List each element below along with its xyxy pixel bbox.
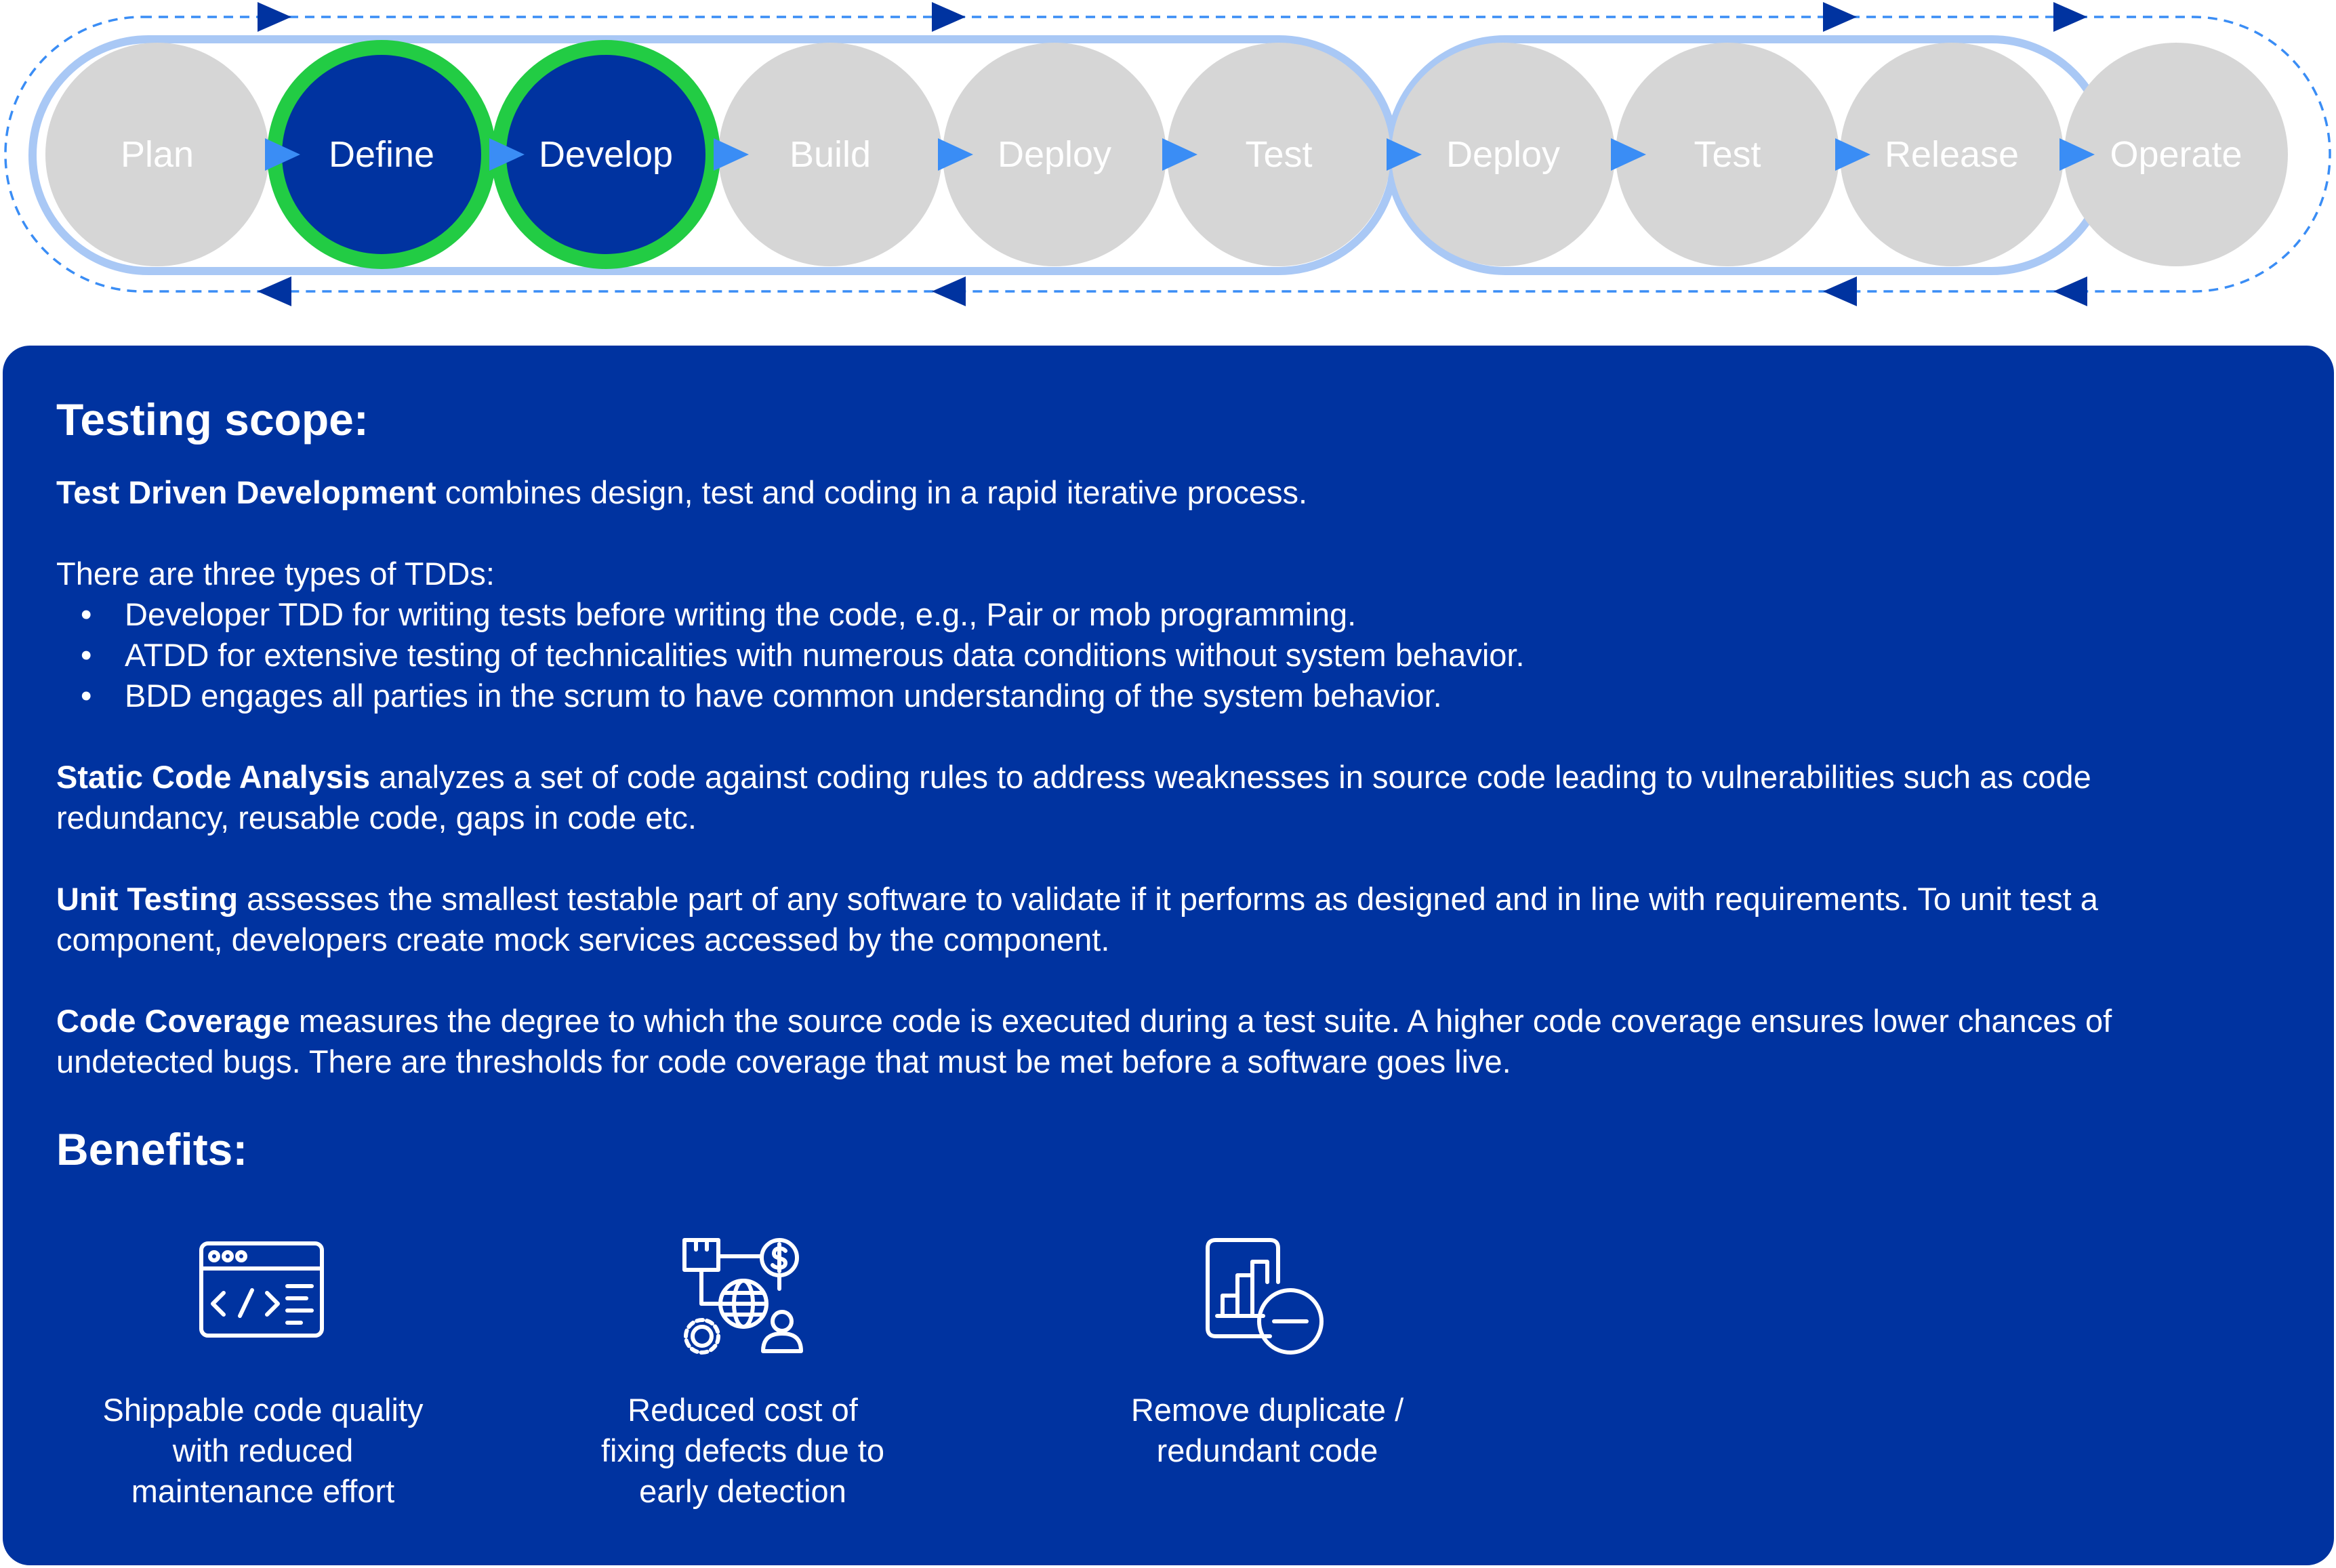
stage-label: Plan — [120, 134, 194, 175]
benefit-text-line: with reduced — [172, 1432, 354, 1468]
stage-label: Define — [328, 134, 435, 175]
tdd-term: Test Driven Development — [56, 474, 436, 511]
stage-release-9 — [1840, 43, 2064, 266]
static-analysis-text: analyzes a set of code against coding rules to address weaknesses in source code leading to vulnerabilities such as code redundancy, reusable code, gaps in code etc. — [56, 759, 2091, 836]
stage-label: Operate — [2110, 134, 2242, 175]
loop-arrow-left-icon — [932, 276, 966, 306]
stage-label: Test — [1694, 134, 1761, 175]
stage-test-8 — [1616, 43, 1839, 266]
loop-arrow-left-icon — [2053, 276, 2087, 306]
stage-label: Deploy — [997, 134, 1112, 175]
loop-arrow-left-icon — [1823, 276, 1857, 306]
list-item: • BDD engages all parties in the scrum to have common understanding of the system behavior. — [56, 676, 2252, 716]
benefit-text-line: Remove duplicate / — [1130, 1392, 1404, 1428]
benefits-title: Benefits: — [56, 1124, 248, 1175]
stage-deploy-5 — [943, 43, 1166, 266]
tdd-text: combines design, test and coding in a rapid iterative process. — [436, 474, 1308, 511]
stage-label: Release — [1884, 134, 2020, 175]
remove-duplicate-icon — [1202, 1235, 1331, 1363]
benefit-text-line: Shippable code quality — [102, 1392, 424, 1428]
benefit-text-line: Reduced cost of — [628, 1392, 858, 1428]
loop-arrow-right-icon — [932, 2, 966, 32]
devops-pipeline-diagram — [0, 0, 2336, 312]
benefit-reduced-cost — [539, 1390, 946, 1512]
list-item: • ATDD for extensive testing of technicalities with numerous data conditions without system behavior. — [56, 635, 2252, 676]
stage-label: Build — [789, 134, 872, 175]
testing-scope-title: Testing scope: — [56, 394, 369, 445]
code-coverage-paragraph — [56, 1001, 2252, 1082]
benefit-text-line: early detection — [639, 1473, 846, 1509]
tdd-paragraph — [56, 472, 2252, 513]
code-coverage-text: measures the degree to which the source code is executed during a test suite. A higher code coverage ensures lower chances of undetected bugs. There are thresholds for code coverage that must be met before a software goes live. — [56, 1003, 2112, 1080]
list-item: • Developer TDD for writing tests before writing the code, e.g., Pair or mob programming. — [56, 594, 2252, 635]
benefit-text-line: maintenance effort — [131, 1473, 395, 1509]
benefit-remove-duplicate — [1064, 1390, 1471, 1471]
cost-network-icon — [679, 1235, 808, 1357]
stage-label: Test — [1245, 134, 1313, 175]
code-coverage-term: Code Coverage — [56, 1003, 290, 1039]
static-analysis-paragraph — [56, 757, 2252, 838]
stage-develop-3 — [499, 47, 713, 262]
stage-plan-1 — [45, 43, 269, 266]
unit-testing-paragraph — [56, 879, 2252, 960]
loop-arrow-right-icon — [258, 2, 291, 32]
benefit-shippable-quality — [60, 1390, 466, 1512]
stage-test-6 — [1167, 43, 1391, 266]
loop-arrow-right-icon — [2053, 2, 2087, 32]
stage-label: Deploy — [1446, 134, 1561, 175]
benefit-text-line: redundant code — [1156, 1432, 1378, 1468]
stage-operate-10 — [2064, 43, 2288, 266]
stage-define-2 — [274, 47, 489, 262]
tdd-types-intro: There are three types of TDDs: — [56, 556, 495, 592]
tdd-types-list — [56, 594, 2252, 716]
static-analysis-term: Static Code Analysis — [56, 759, 371, 796]
stage-deploy-7 — [1391, 43, 1615, 266]
unit-testing-term: Unit Testing — [56, 881, 239, 917]
loop-arrow-left-icon — [258, 276, 291, 306]
code-window-icon — [198, 1240, 327, 1342]
stage-build-4 — [718, 43, 942, 266]
testing-scope-panel — [3, 346, 2334, 1565]
benefit-text-line: fixing defects due to — [600, 1432, 885, 1468]
unit-testing-text: assesses the smallest testable part of any software to validate if it performs as designed and in line with requirements. To unit test a component, developers create mock services accessed by the component. — [56, 881, 2098, 958]
loop-arrow-right-icon — [1823, 2, 1857, 32]
stage-label: Develop — [538, 134, 674, 175]
